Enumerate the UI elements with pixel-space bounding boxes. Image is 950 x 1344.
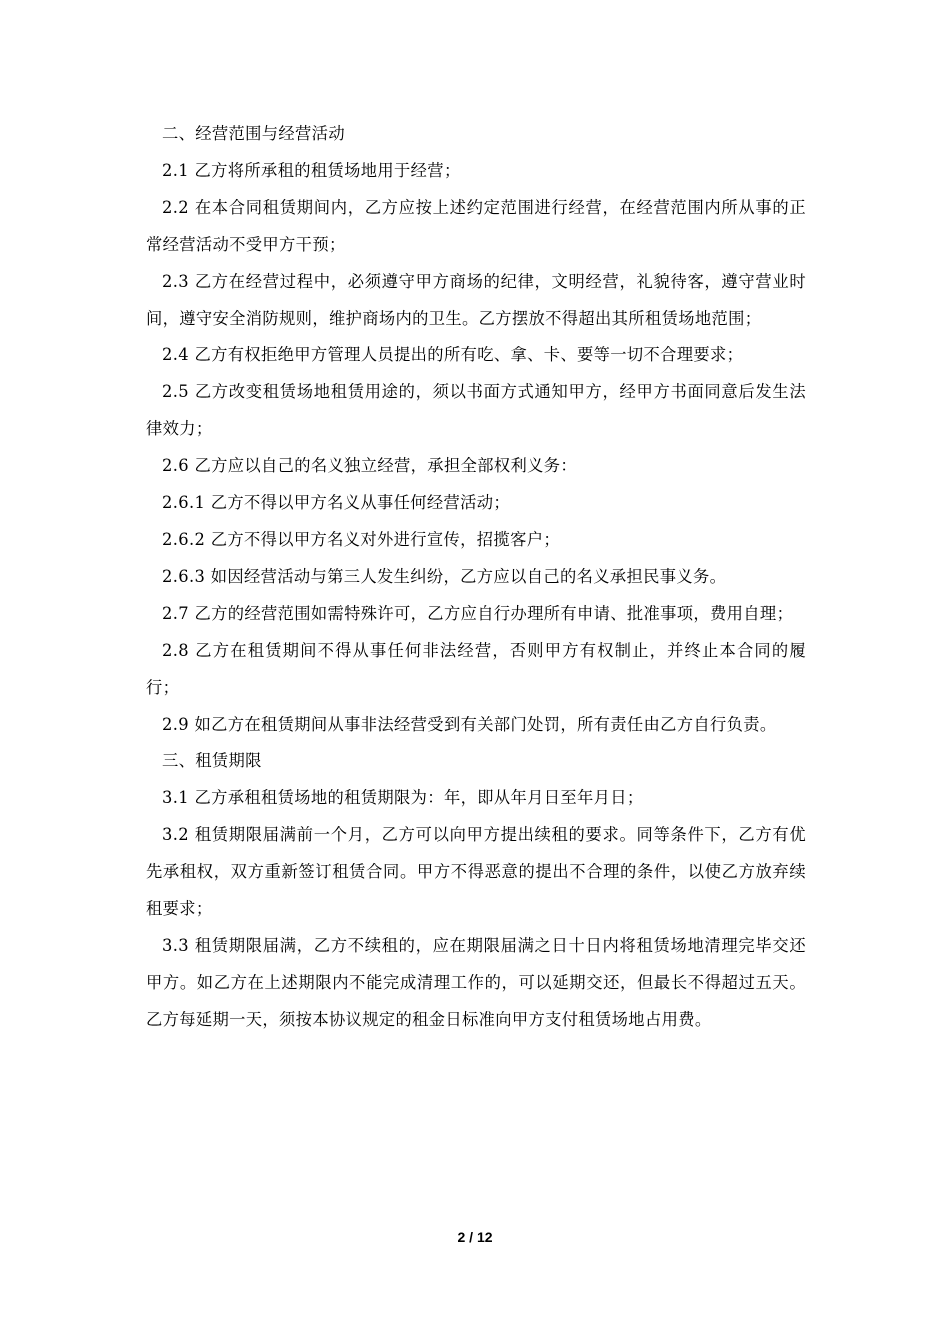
clause-2-9: 2.9 如乙方在租赁期间从事非法经营受到有关部门处罚，所有责任由乙方自行负责。 [162,714,777,734]
clause-2-6-3: 2.6.3 如因经营活动与第三人发生纠纷，乙方应以自己的名义承担民事义务。 [162,566,727,586]
clause-3-3: 3.3 租赁期限届满，乙方不续租的，应在期限届满之日十日内将租赁场地清理完毕交还甲方。如乙方在上述期限内不能完成清理工作的，可以延期交还，但最长不得超过五天。乙方每延期一天，须按本协议规定的租金日标准向甲方支付租赁场地占用费。 [146,935,806,1029]
clause-2-2: 2.2 在本合同租赁期间内，乙方应按上述约定范围进行经营，在经营范围内所从事的正常经营活动不受甲方干预； [146,197,806,254]
section-heading-lease-term: 三、租赁期限 [162,751,262,771]
clause-2-6-1: 2.6.1 乙方不得以甲方名义从事任何经营活动； [162,493,511,513]
clause-2-4: 2.4 乙方有权拒绝甲方管理人员提出的所有吃、拿、卡、要等一切不合理要求； [162,345,744,365]
clause-2-3: 2.3 乙方在经营过程中，必须遵守甲方商场的纪律，文明经营，礼貌待客，遵守营业时间，遵守安全消防规则，维护商场内的卫生。乙方摆放不得超出其所租赁场地范围； [146,271,806,328]
clause-2-6: 2.6 乙方应以自己的名义独立经营，承担全部权利义务： [162,456,577,476]
document-body [146,116,806,1039]
clause-2-5: 2.5 乙方改变租赁场地租赁用途的，须以书面方式通知甲方，经甲方书面同意后发生法律效力； [146,382,806,439]
section-heading-business-scope: 二、经营范围与经营活动 [162,124,345,143]
clause-2-7: 2.7 乙方的经营范围如需特殊许可，乙方应自行办理所有申请、批准事项，费用自理； [162,603,794,623]
clause-2-1: 2.1 乙方将所承租的租赁场地用于经营； [162,160,461,180]
clause-3-1: 3.1 乙方承租租赁场地的租赁期限为：年，即从年月日至年月日； [162,788,644,808]
clause-3-2: 3.2 租赁期限届满前一个月，乙方可以向甲方提出续租的要求。同等条件下，乙方有优先承租权，双方重新签订租赁合同。甲方不得恶意的提出不合理的条件，以使乙方放弃续租要求； [146,825,806,919]
clause-2-6-2: 2.6.2 乙方不得以甲方名义对外进行宣传，招揽客户； [162,529,560,549]
page-number: 2 / 12 [457,1229,493,1245]
clause-2-8: 2.8 乙方在租赁期间不得从事任何非法经营，否则甲方有权制止，并终止本合同的履行； [146,640,806,697]
